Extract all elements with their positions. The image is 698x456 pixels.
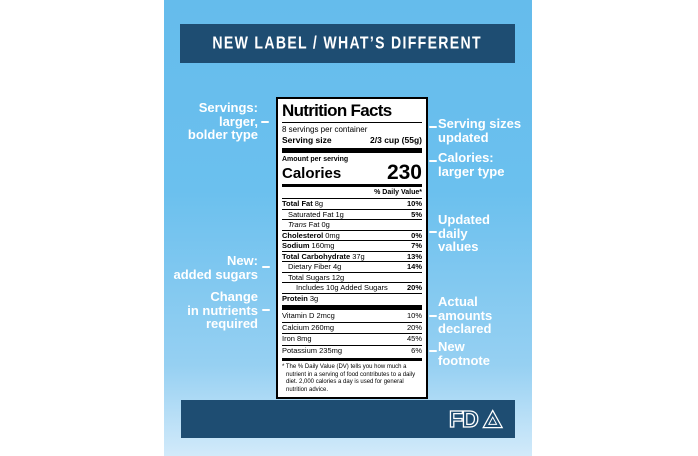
nutrient-row-cholesterol: Cholesterol 0mg 0% xyxy=(282,230,422,240)
connector-dash xyxy=(429,160,437,162)
vitamin-row-vitamin-d: Vitamin D 2mcg 10% xyxy=(282,311,422,320)
nutrient-row-sodium: Sodium 160mg 7% xyxy=(282,241,422,250)
serving-size-row: Serving size 2/3 cup (55g) xyxy=(282,135,422,145)
annotation-servings: Servings: larger, bolder type xyxy=(187,100,258,142)
connector-dash xyxy=(429,126,437,128)
header-title: NEW LABEL / WHAT’S DIFFERENT xyxy=(212,33,483,53)
annotation-actual-amounts-declared: Actual amounts declared xyxy=(438,294,493,336)
annotation-calories-larger-type: Calories: larger type xyxy=(438,150,505,179)
footer-bar xyxy=(181,400,515,438)
connector-dash xyxy=(261,121,269,123)
thick-divider xyxy=(282,148,422,153)
daily-value-header: % Daily Value* xyxy=(374,189,422,196)
nutrient-row-added-sugars: Includes 10g Added Sugars 20% xyxy=(282,282,422,293)
label-footnote: * The % Daily Value (DV) tells you how much a nutrient in a serving of food contributes to a daily diet. 2,000 calories a day is used for general nutrition advice. xyxy=(282,364,416,393)
nutrient-row-dietary-fiber: Dietary Fiber 4g 14% xyxy=(282,261,422,272)
connector-dash xyxy=(262,309,270,311)
label-title: Nutrition Facts xyxy=(282,102,422,123)
nutrition-facts-label xyxy=(276,97,428,399)
connector-dash xyxy=(262,266,270,268)
medium-divider xyxy=(282,184,422,187)
nutrient-row-total-carbohydrate: Total Carbohydrate 37g 13% xyxy=(282,251,422,261)
calories-row: Calories 230 xyxy=(282,161,422,184)
annotation-new-added-sugars: New: added sugars xyxy=(173,253,258,282)
thick-divider xyxy=(282,305,422,310)
nutrient-row-protein: Protein 3g xyxy=(282,293,422,304)
nutrient-row-total-sugars: Total Sugars 12g xyxy=(282,272,422,283)
connector-dash xyxy=(429,315,437,317)
nutrient-row-saturated-fat: Saturated Fat 1g 5% xyxy=(282,209,422,220)
vitamin-row-iron: Iron 8mg 45% xyxy=(282,334,422,343)
amount-per-serving: Amount per serving xyxy=(282,156,349,163)
annotation-serving-sizes-updated: Serving sizes updated xyxy=(438,116,522,145)
connector-dash xyxy=(429,350,437,352)
vitamin-row-calcium: Calcium 260mg 20% xyxy=(282,322,422,332)
annotation-updated-daily-values: Updated daily values xyxy=(438,212,490,254)
fda-logo xyxy=(448,407,504,431)
calories-value: 230 xyxy=(386,161,422,184)
nutrient-row-trans-fat: Trans Fat 0g xyxy=(282,219,422,230)
vitamin-row-potassium: Potassium 235mg 6% xyxy=(282,345,422,355)
servings-per-container: 8 servings per container xyxy=(282,125,368,134)
svg-text:FD: FD xyxy=(448,407,478,431)
medium-divider xyxy=(282,358,422,361)
annotation-change-in-nutrients: Change in nutrients required xyxy=(187,289,258,331)
header-bar xyxy=(180,24,515,63)
infographic-card xyxy=(164,0,532,456)
annotation-new-footnote: New footnote xyxy=(438,339,490,368)
nutrient-row-total-fat: Total Fat 8g 10% xyxy=(282,199,422,208)
connector-dash xyxy=(429,231,437,233)
